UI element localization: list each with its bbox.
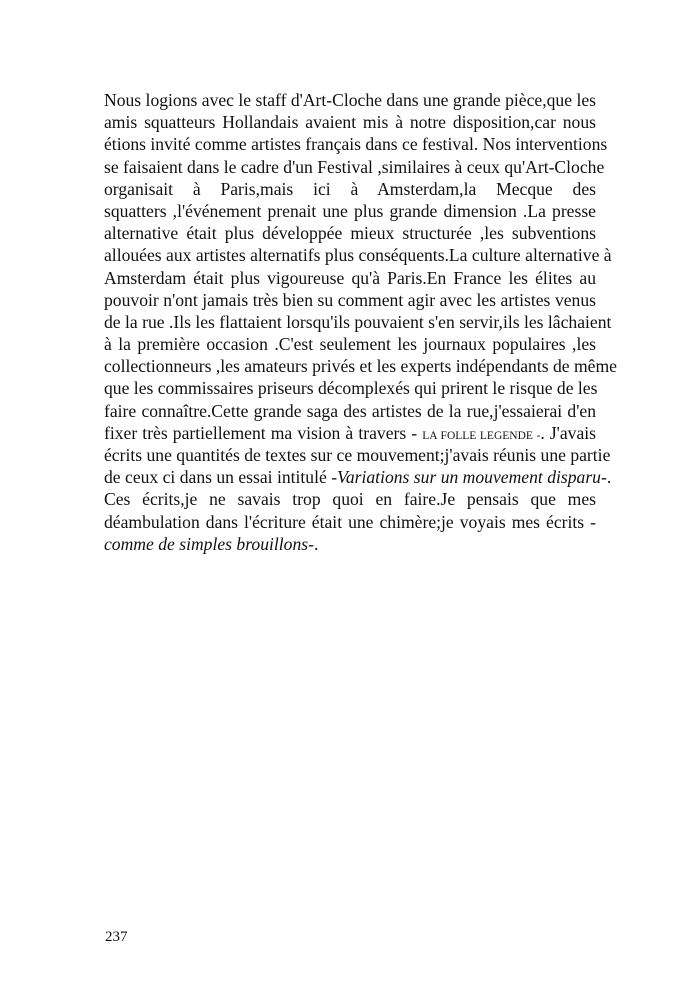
text-segment: . J'avais	[540, 422, 596, 443]
text-line: faire connaître.Cette grande saga des artistes de la rue,j'essaierai d'en	[104, 400, 596, 421]
text-segment: .	[606, 467, 612, 488]
text-line: organisait à Paris,mais ici à Amsterdam,la Mecque des	[104, 178, 596, 199]
text-line: de la rue .Ils les flattaient lorsqu'ils pouvaient s'en servir,ils les lâchaient	[104, 311, 612, 332]
book-title-smallcaps: LA FOLLE LEGENDE -	[422, 429, 541, 442]
italic-phrase: comme de simples brouillons-	[104, 533, 314, 554]
body-paragraph	[104, 89, 617, 555]
text-line	[104, 466, 612, 488]
text-segment: fixer très partiellement ma vision à travers -	[104, 422, 418, 443]
text-line: écrits une quantités de textes sur ce mouvement;j'avais réunis une partie	[104, 445, 611, 465]
text-line: Nous logions avec le staff d'Art-Cloche dans une grande pièce,que les	[104, 90, 596, 110]
text-line	[104, 422, 596, 444]
text-line: alternative était plus développée mieux structurée ,les subventions	[104, 223, 596, 244]
text-line: amis squatteurs Hollandais avaient mis à notre disposition,car nous	[104, 112, 596, 133]
essay-title-italic: Variations sur un mouvement disparu-	[337, 467, 607, 488]
text-line	[104, 533, 596, 555]
text-line: Amsterdam était plus vigoureuse qu'à Paris.En France les élites au	[104, 267, 596, 288]
text-line: déambulation dans l'écriture était une chimère;je voyais mes écrits -	[104, 511, 596, 532]
text-line: pouvoir n'ont jamais très bien su comment agir avec les artistes venus	[104, 289, 596, 310]
text-line: collectionneurs ,les amateurs privés et les experts indépendants de même	[104, 356, 617, 377]
text-line: Ces écrits,je ne savais trop quoi en faire.Je pensais que mes	[104, 489, 596, 510]
text-line: étions invité comme artistes français dans ce festival. Nos interventions	[104, 134, 608, 155]
text-line: que les commissaires priseurs décomplexés qui prirent le risque de les	[104, 378, 598, 399]
text-line: allouées aux artistes alternatifs plus conséquents.La culture alternative à	[104, 245, 612, 266]
text-segment: .	[313, 533, 319, 554]
text-segment: de ceux ci dans un essai intitulé -	[104, 467, 338, 488]
page-number: 237	[105, 929, 128, 945]
text-line: se faisaient dans le cadre d'un Festival ,similaires à ceux qu'Art-Cloche	[104, 156, 605, 177]
text-line: squatters ,l'événement prenait une plus grande dimension .La presse	[104, 200, 596, 221]
text-line: à la première occasion .C'est seulement les journaux populaires ,les	[104, 334, 596, 355]
